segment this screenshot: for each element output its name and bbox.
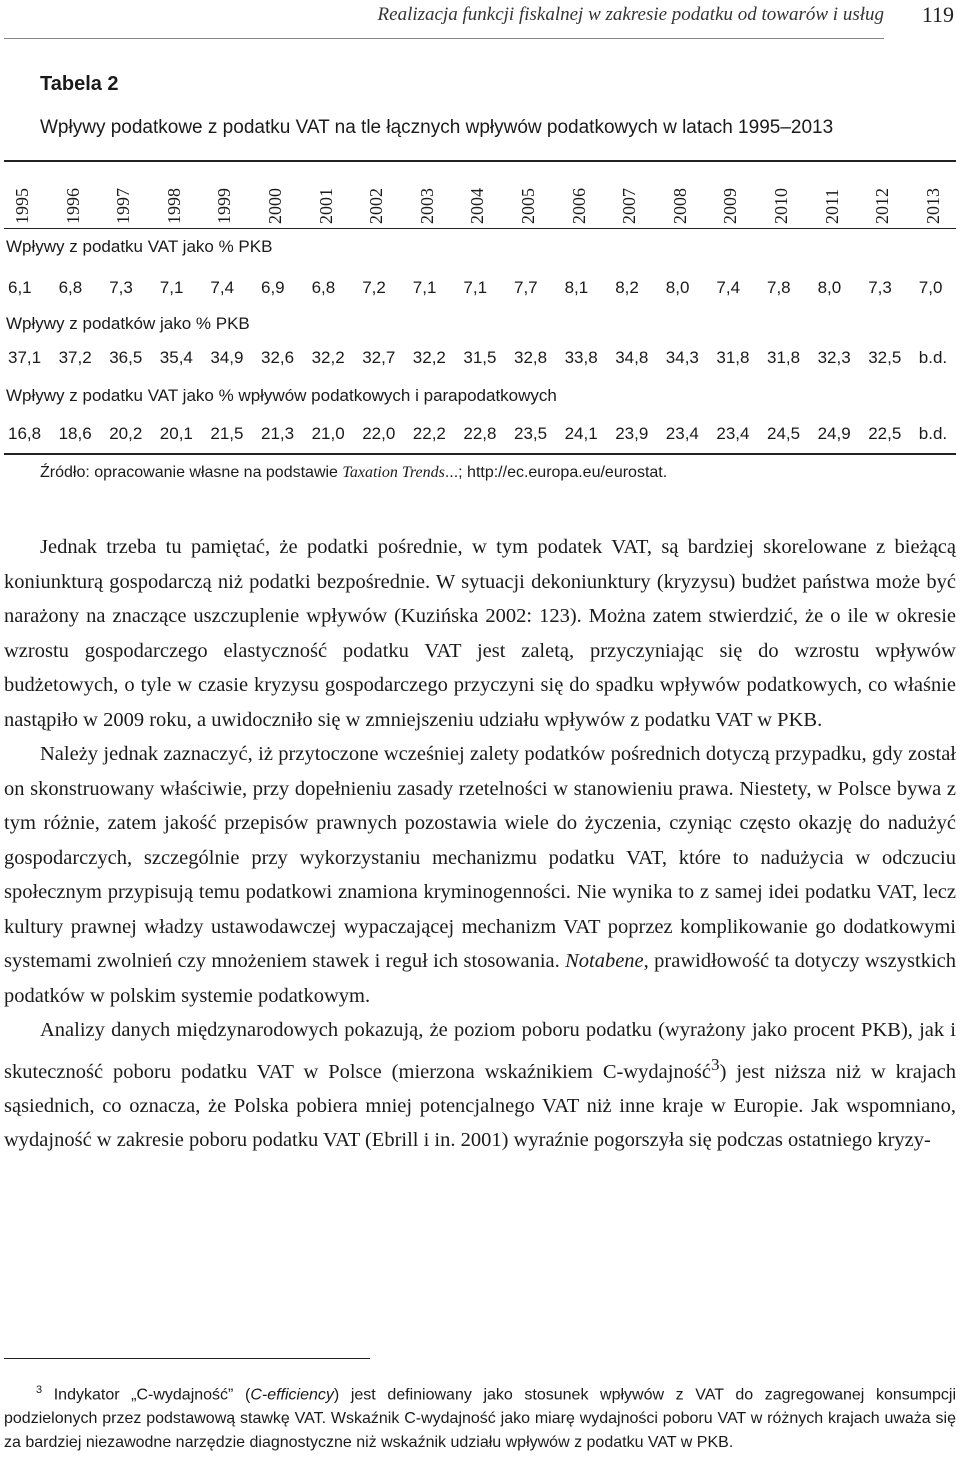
year-label: 2013 bbox=[922, 188, 943, 224]
table-cell: 6,1 bbox=[8, 278, 32, 297]
table-cell: 7,8 bbox=[767, 278, 791, 297]
year-label: 2008 bbox=[669, 188, 690, 224]
year-header-cell bbox=[10, 168, 32, 226]
table-cell: 23,4 bbox=[716, 424, 750, 443]
year-label: 1996 bbox=[62, 188, 83, 224]
table-cell: 23,5 bbox=[514, 424, 548, 443]
table-cell: 36,5 bbox=[109, 348, 143, 367]
page-number: 119 bbox=[921, 2, 954, 27]
table-cell: 21,5 bbox=[210, 424, 244, 443]
table-cell: 8,0 bbox=[665, 278, 690, 297]
table-top-rule bbox=[4, 160, 956, 162]
year-label: 1995 bbox=[12, 188, 32, 224]
year-label: 1997 bbox=[113, 188, 134, 224]
table-caption: Wpływy podatkowe z podatku VAT na tle łącznych wpływów podatkowych w latach 1995–2013 bbox=[40, 117, 834, 138]
body-text bbox=[4, 530, 956, 1158]
table-header-rule bbox=[4, 228, 956, 229]
source-title: Taxation Trends bbox=[342, 464, 445, 481]
table-cell: 8,1 bbox=[564, 278, 589, 297]
table-cell: 22,0 bbox=[362, 424, 396, 443]
footnote-ref: 3 bbox=[711, 1054, 720, 1074]
footnote-part-a: Indykator „C-wydajność” ( bbox=[42, 1386, 251, 1404]
section-label-taxes-gdp: Wpływy z podatków jako % PKB bbox=[6, 314, 250, 333]
table-cell: 7,7 bbox=[514, 278, 538, 297]
running-title: Realizacja funkcji fiskalnej w zakresie podatku od towarów i usług bbox=[377, 4, 884, 25]
year-label: 2007 bbox=[619, 188, 640, 224]
table-cell: 6,8 bbox=[58, 278, 83, 297]
table-cell: 21,3 bbox=[261, 424, 295, 443]
table-cell: 31,8 bbox=[767, 348, 801, 367]
footnote-marker: 3 bbox=[36, 1384, 43, 1396]
year-header-cell bbox=[820, 168, 842, 226]
table-bottom-rule bbox=[4, 453, 956, 455]
year-header-cell bbox=[61, 168, 83, 226]
table-cell: 33,8 bbox=[564, 348, 598, 367]
source-prefix: Źródło: opracowanie własne na podstawie bbox=[40, 464, 343, 481]
table-row-vat-gdp bbox=[0, 278, 960, 302]
table-source bbox=[40, 464, 667, 482]
table-cell: 24,5 bbox=[767, 424, 801, 443]
table-cell: 32,7 bbox=[362, 348, 396, 367]
year-label: 1999 bbox=[214, 188, 235, 224]
year-header-cell bbox=[567, 168, 589, 226]
year-label: 2003 bbox=[416, 188, 437, 224]
year-label: 2006 bbox=[568, 188, 589, 224]
table-label: Tabela 2 bbox=[40, 73, 119, 95]
year-header-cell bbox=[111, 168, 133, 226]
year-header-cell bbox=[415, 168, 437, 226]
table-cell: 34,8 bbox=[615, 348, 649, 367]
table-cell: 21,0 bbox=[311, 424, 345, 443]
year-header-cell bbox=[465, 168, 487, 226]
paragraph-3-part-a: Analizy danych międzynarodowych pokazują, że poziom poboru podatku (wyrażony jako procent PKB), jak i skuteczność poboru podatku VAT w Polsce (mierzona wskaźnikiem C-wydajność bbox=[4, 1019, 956, 1083]
table-cell: 20,1 bbox=[159, 424, 193, 443]
table-cell: 32,6 bbox=[261, 348, 295, 367]
table-cell: 35,4 bbox=[159, 348, 193, 367]
year-header-cell bbox=[314, 168, 336, 226]
table-cell: 34,3 bbox=[665, 348, 699, 367]
table-row-vat-share bbox=[0, 424, 960, 448]
table-cell: 31,8 bbox=[716, 348, 750, 367]
year-label: 2005 bbox=[518, 188, 538, 224]
table-cell: 32,2 bbox=[311, 348, 345, 367]
year-header-cell bbox=[212, 168, 234, 226]
table-cell: 6,8 bbox=[311, 278, 336, 297]
table-cell: 22,5 bbox=[868, 424, 902, 443]
table-cell: 37,2 bbox=[58, 348, 92, 367]
year-label: 2002 bbox=[366, 188, 387, 224]
paragraph-2-part-b: , prawidłowość ta dotyczy wszystkich podatków w polskim systemie podatkowym. bbox=[4, 950, 956, 1007]
year-label: 2011 bbox=[821, 188, 842, 224]
table-cell: 23,9 bbox=[615, 424, 649, 443]
year-header-cell bbox=[263, 168, 285, 226]
year-header-cell bbox=[668, 168, 690, 226]
year-header-cell bbox=[516, 168, 538, 226]
table-cell: 7,0 bbox=[918, 278, 943, 297]
table-cell: 8,0 bbox=[817, 278, 842, 297]
year-header-cell bbox=[769, 168, 791, 226]
year-header-cell bbox=[921, 168, 943, 226]
year-label: 2001 bbox=[315, 188, 336, 224]
table-cell: 7,1 bbox=[412, 278, 437, 297]
table-cell: 32,5 bbox=[868, 348, 902, 367]
paragraph-2 bbox=[4, 737, 956, 1013]
table-year-header bbox=[0, 168, 960, 226]
running-header bbox=[0, 0, 960, 42]
table-cell: 22,8 bbox=[463, 424, 497, 443]
year-label: 2009 bbox=[720, 188, 741, 224]
year-label: 2012 bbox=[872, 188, 893, 224]
year-header-cell bbox=[718, 168, 740, 226]
table-cell: 24,9 bbox=[817, 424, 851, 443]
table-cell: 7,3 bbox=[868, 278, 892, 297]
table-cell: b.d. bbox=[918, 348, 948, 367]
year-label: 2010 bbox=[771, 188, 791, 224]
table-cell: 20,2 bbox=[109, 424, 143, 443]
paragraph-2-part-a: Należy jednak zaznaczyć, iż przytoczone wcześniej zalety podatków pośrednich dotyczą przypadku, gdy został on skonstruowany właściwie, przy dopełnieniu zasady rzetelności w stanowieniu prawa. Niestety, w Polsce bywa z tym różnie, zatem jakość przepisów prawnych pozostawia wiele do życzenia, czyniąc często okazję do nadużyć gospodarczych, szczególnie przy wykorzystaniu mechanizmu podatku VAT, które to nadużycia w odczuciu społecznym przypisują temu podatkowi znamiona kryminogenności. Nie wynika to z samej idei podatku VAT, lecz kultury prawnej władzy ustawodawczej wypaczającej mechanizm VAT poprzez komplikowanie go dodatkowymi systemami zwolnień czy mnożeniem stawek i reguł ich stosowania. bbox=[4, 743, 956, 972]
table-cell: b.d. bbox=[918, 424, 948, 443]
paragraph-2-italic: Notabene bbox=[565, 950, 644, 972]
table-cell: 7,1 bbox=[159, 278, 184, 297]
footnote-body bbox=[4, 1378, 956, 1455]
year-label: 2004 bbox=[467, 188, 488, 224]
year-label: 1998 bbox=[163, 188, 184, 224]
footnote-rule bbox=[4, 1358, 370, 1359]
paragraph-1: Jednak trzeba tu pamiętać, że podatki pośrednie, w tym podatek VAT, są bardziej skorelowane z bieżącą koniunkturą gospodarczą niż podatki bezpośrednie. W sytuacji dekoniunktury (kryzysu) budżet państwa może być narażony na znaczące uszczuplenie wpływów (Kuzińska 2002: 123). Można zatem stwierdzić, że o ile w okresie wzrostu gospodarczego elastyczność podatku VAT jest zaletą, przyczyniając się do wzrostu wpływów budżetowych, o tyle w czasie kryzysu gospodarczego przyczyni się do spadku wpływów podatkowych, co właśnie nastąpiło w 2009 roku, a uwidoczniło się w zmniejszeniu udziału wpływów z podatku VAT w PKB. bbox=[4, 536, 956, 731]
year-header-cell bbox=[870, 168, 892, 226]
table-cell: 31,5 bbox=[463, 348, 497, 367]
footnote-italic: C-efficiency bbox=[250, 1386, 334, 1404]
table-cell: 22,2 bbox=[412, 424, 446, 443]
table-cell: 7,4 bbox=[716, 278, 741, 297]
footnote-part-b: ) jest definiowany jako stosunek wpływów z VAT do zagregowanej konsumpcji podzielonych przez podstawową stawkę VAT. Wskaźnik C-wydajność jako miarę wydajności poboru VAT w różnych krajach uważa się za bardziej niezawodne narzędzie diagnostyczne niż wskaźnik udziału wpływów z podatku VAT w PKB. bbox=[4, 1386, 956, 1452]
section-label-vat-gdp: Wpływy z podatku VAT jako % PKB bbox=[6, 237, 273, 256]
header-rule bbox=[4, 38, 884, 39]
table-cell: 16,8 bbox=[8, 424, 42, 443]
table-cell: 7,2 bbox=[362, 278, 386, 297]
year-header-cell bbox=[617, 168, 639, 226]
year-header-cell bbox=[364, 168, 386, 226]
footnote bbox=[4, 1378, 956, 1455]
table-cell: 23,4 bbox=[665, 424, 699, 443]
table-cell: 32,8 bbox=[514, 348, 548, 367]
table-cell: 6,9 bbox=[261, 278, 285, 297]
paragraph-3 bbox=[4, 1013, 956, 1158]
table-cell: 7,3 bbox=[109, 278, 133, 297]
table-cell: 18,6 bbox=[58, 424, 92, 443]
table-cell: 37,1 bbox=[8, 348, 42, 367]
table-cell: 32,2 bbox=[412, 348, 446, 367]
table-cell: 24,1 bbox=[564, 424, 598, 443]
table-row-taxes-gdp bbox=[0, 348, 960, 372]
table-cell: 8,2 bbox=[615, 278, 639, 297]
table-cell: 7,1 bbox=[463, 278, 488, 297]
year-label: 2000 bbox=[265, 188, 285, 224]
source-suffix: ...; http://ec.europa.eu/eurostat. bbox=[444, 464, 668, 481]
table-cell: 34,9 bbox=[210, 348, 244, 367]
table-cell: 32,3 bbox=[817, 348, 851, 367]
year-header-cell bbox=[162, 168, 184, 226]
paragraph-3-part-b: ) jest niższa niż w krajach sąsiednich, co oznacza, że Polska pobiera mniej potencjalnego VAT niż inne kraje w Europie. Jak wspomniano, wydajność w zakresie poboru podatku VAT (Ebrill i in. 2001) wyraźnie pogorszyła się podczas ostatniego kryzy- bbox=[4, 1060, 956, 1152]
section-label-vat-share: Wpływy z podatku VAT jako % wpływów podatkowych i parapodatkowych bbox=[6, 386, 557, 405]
table-cell: 7,4 bbox=[210, 278, 235, 297]
